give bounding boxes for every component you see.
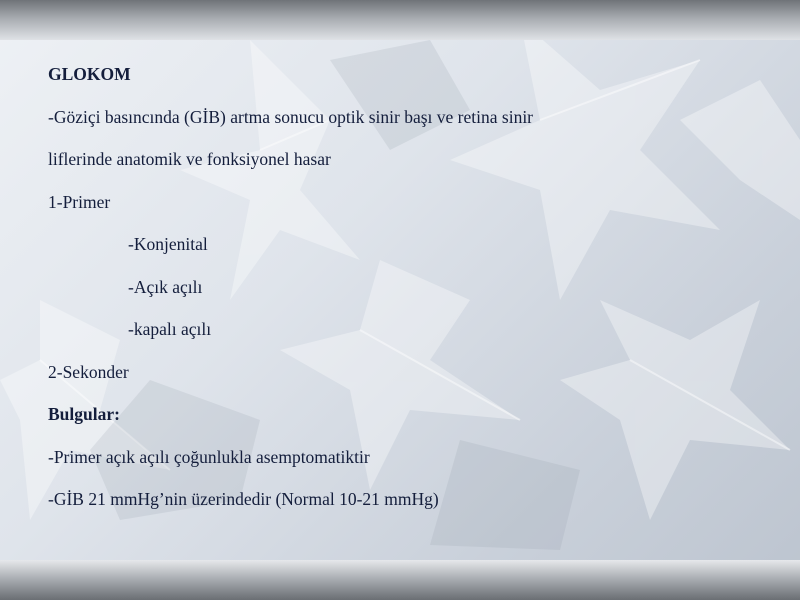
primary-item-open-angle: -Açık açılı bbox=[128, 276, 203, 297]
secondary-heading: 2-Sekonder bbox=[48, 361, 129, 382]
primary-item-congenital: -Konjenital bbox=[128, 234, 208, 254]
slide-body bbox=[48, 58, 748, 526]
finding-item-1: -Primer açık açılı çoğunlukla asemptomatiktir bbox=[48, 446, 370, 467]
primary-heading: 1-Primer bbox=[48, 191, 111, 212]
finding-item-2: -GİB 21 mmHg’nin üzerindedir (Normal 10-21 mmHg) bbox=[48, 489, 439, 509]
top-shade-band bbox=[0, 0, 800, 40]
slide-title: GLOKOM bbox=[48, 64, 131, 84]
bottom-shade-band bbox=[0, 560, 800, 600]
findings-heading: Bulgular: bbox=[48, 404, 120, 424]
definition-line-1: -Göziçi basıncında (GİB) artma sonucu optik sinir başı ve retina sinir bbox=[48, 106, 534, 127]
primary-item-closed-angle: -kapalı açılı bbox=[128, 319, 212, 339]
definition-line-2: liflerinde anatomik ve fonksiyonel hasar bbox=[48, 149, 331, 169]
